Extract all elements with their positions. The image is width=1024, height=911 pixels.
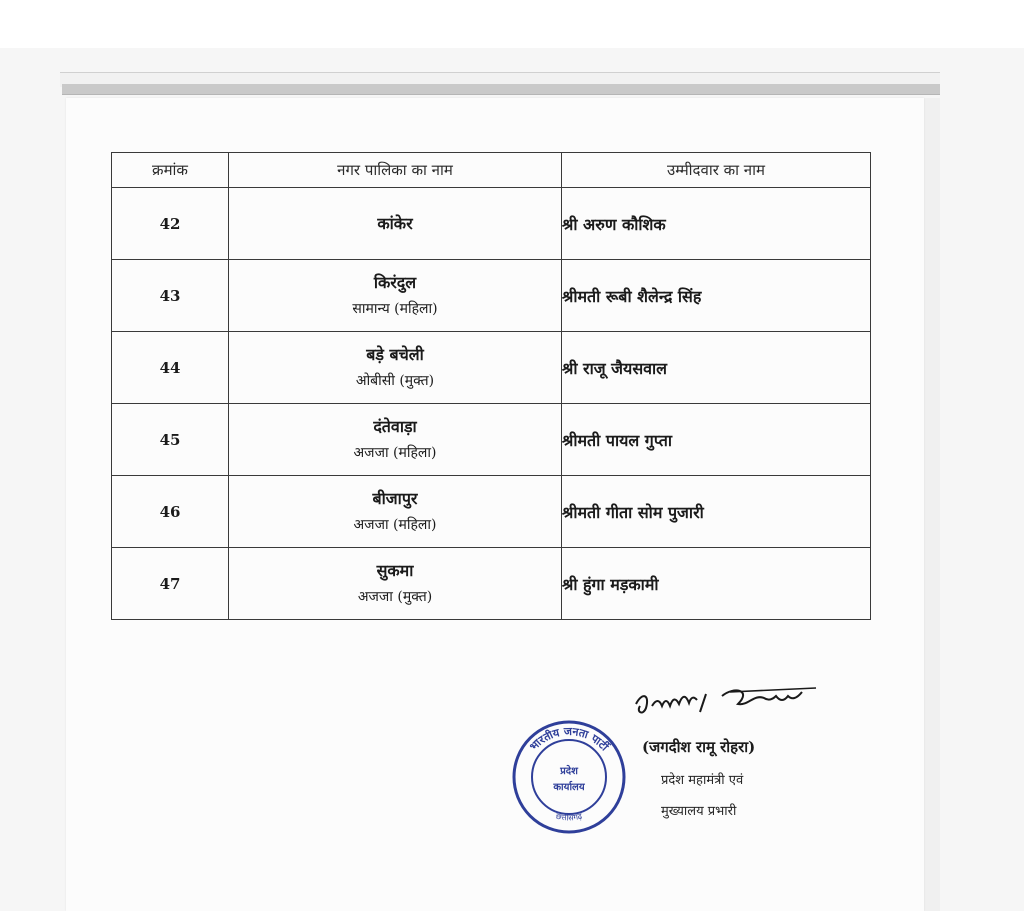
header-nagar-palika: नगर पालिका का नाम — [229, 153, 562, 188]
candidate-name: श्री हुंगा मड़कामी — [562, 548, 871, 620]
serial-number: 47 — [112, 548, 229, 620]
table-row — [112, 476, 871, 548]
party-office-stamp — [510, 718, 628, 836]
table-row — [112, 548, 871, 620]
table-row — [112, 332, 871, 404]
serial-number: 43 — [112, 260, 229, 332]
candidate-name: श्रीमती रूबी शैलेन्द्र सिंह — [562, 260, 871, 332]
nagar-palika-cell — [229, 404, 562, 476]
stamp-inner-line2: कार्यालय — [553, 782, 585, 793]
nagar-palika-cell — [229, 188, 562, 260]
candidate-table — [111, 152, 871, 620]
header-candidate: उम्मीदवार का नाम — [562, 153, 871, 188]
nagar-palika-name: दंतेवाड़ा — [373, 416, 417, 436]
candidate-name: श्रीमती गीता सोम पुजारी — [562, 476, 871, 548]
reservation-category: सामान्य (महिला) — [352, 300, 438, 317]
nagar-palika-cell — [229, 548, 562, 620]
nagar-palika-name: बड़े बचेली — [366, 344, 424, 364]
reservation-category: अजजा (महिला) — [353, 516, 437, 533]
serial-number: 44 — [112, 332, 229, 404]
candidate-name: श्री अरुण कौशिक — [562, 188, 871, 260]
signatory-designation-line2: मुख्यालय प्रभारी — [661, 804, 737, 819]
reservation-category: ओबीसी (मुक्त) — [355, 372, 435, 389]
nagar-palika-name: कांकेर — [377, 213, 413, 233]
handwritten-signature — [630, 682, 820, 722]
stamp-inner-line1: प्रदेश — [560, 766, 578, 777]
page-right-edge — [924, 98, 940, 911]
candidate-name: श्रीमती पायल गुप्ता — [562, 404, 871, 476]
nagar-palika-name: बीजापुर — [372, 488, 418, 508]
candidate-name: श्री राजू जैयसवाल — [562, 332, 871, 404]
signatory-name: (जगदीश रामू रोहरा) — [642, 738, 756, 756]
top-margin — [0, 0, 1024, 48]
nagar-palika-cell — [229, 332, 562, 404]
table-row — [112, 404, 871, 476]
page-top-rule — [62, 84, 940, 95]
nagar-palika-name: सुकमा — [376, 560, 414, 580]
table-row — [112, 260, 871, 332]
stamp-bottom-text: छत्तीसगढ़ — [554, 811, 584, 823]
nagar-palika-cell — [229, 260, 562, 332]
serial-number: 42 — [112, 188, 229, 260]
signatory-designation-line1: प्रदेश महामंत्री एवं — [661, 773, 744, 788]
reservation-category: अजजा (मुक्त) — [357, 588, 433, 605]
stamp-outer-text: भारतीय जनता पार्टी — [527, 724, 611, 754]
table-row — [112, 188, 871, 260]
serial-number: 45 — [112, 404, 229, 476]
nagar-palika-name: किरंदुल — [373, 272, 417, 292]
header-serial: क्रमांक — [112, 153, 229, 188]
reservation-category: अजजा (महिला) — [353, 444, 437, 461]
nagar-palika-cell — [229, 476, 562, 548]
serial-number: 46 — [112, 476, 229, 548]
table-header-row — [112, 153, 871, 188]
